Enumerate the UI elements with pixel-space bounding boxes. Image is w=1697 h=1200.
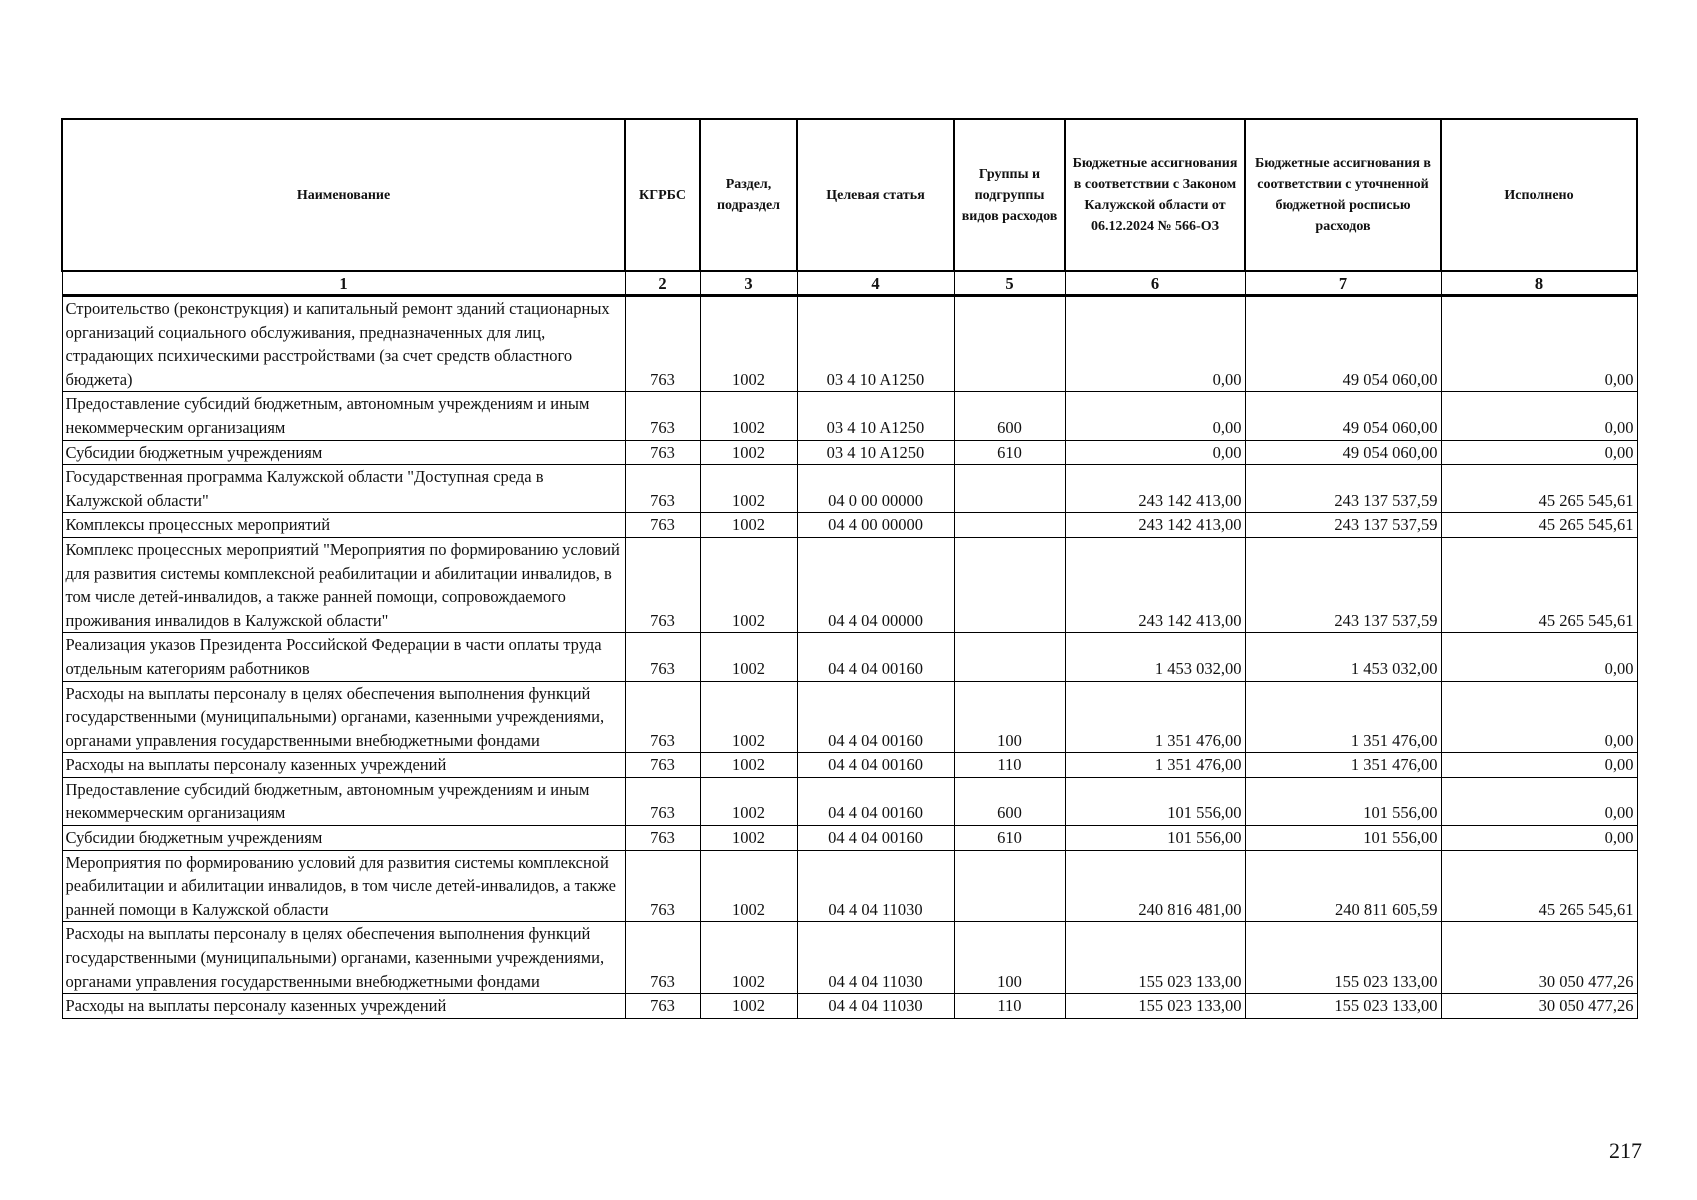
cell-refined: 155 023 133,00 <box>1245 922 1441 994</box>
column-number: 5 <box>954 271 1065 296</box>
cell-group: 110 <box>954 994 1065 1019</box>
cell-target: 04 4 04 11030 <box>797 994 954 1019</box>
cell-kgrbs: 763 <box>625 994 700 1019</box>
cell-group: 110 <box>954 753 1065 778</box>
cell-group <box>954 296 1065 392</box>
cell-executed: 45 265 545,61 <box>1441 513 1637 538</box>
cell-section: 1002 <box>700 681 797 753</box>
cell-name: Расходы на выплаты персоналу казенных учреждений <box>62 753 625 778</box>
table-row <box>62 994 1637 1019</box>
cell-target: 04 4 04 00000 <box>797 537 954 632</box>
page-number: 217 <box>1609 1138 1642 1163</box>
cell-group <box>954 465 1065 513</box>
cell-executed: 0,00 <box>1441 633 1637 681</box>
table-row <box>62 753 1637 778</box>
cell-law: 0,00 <box>1065 392 1245 440</box>
cell-executed: 45 265 545,61 <box>1441 537 1637 632</box>
table-body <box>62 296 1637 1019</box>
cell-kgrbs: 763 <box>625 440 700 465</box>
cell-name: Комплекс процессных мероприятий "Мероприятия по формированию условий для развития системы комплексной реабилитации и абилитации инвалидов, в том числе детей-инвалидов, а также ранней помощи, сопровождаемого проживания инвалидов в Калужской области" <box>62 537 625 632</box>
header-executed: Исполнено <box>1441 119 1637 271</box>
cell-name: Субсидии бюджетным учреждениям <box>62 826 625 851</box>
column-number-row <box>62 271 1637 296</box>
cell-law: 101 556,00 <box>1065 826 1245 851</box>
cell-target: 04 4 04 00160 <box>797 777 954 825</box>
cell-law: 155 023 133,00 <box>1065 994 1245 1019</box>
header-groups: Группы и подгруппы видов расходов <box>954 119 1065 271</box>
cell-name: Строительство (реконструкция) и капитальный ремонт зданий стационарных организаций социального обслуживания, предназначенных для лиц, страдающих психическими расстройствами (за счет средств областного бюджета) <box>62 296 625 392</box>
cell-refined: 49 054 060,00 <box>1245 392 1441 440</box>
cell-refined: 243 137 537,59 <box>1245 513 1441 538</box>
cell-target: 04 4 04 11030 <box>797 922 954 994</box>
cell-refined: 155 023 133,00 <box>1245 994 1441 1019</box>
cell-law: 0,00 <box>1065 296 1245 392</box>
cell-target: 04 4 04 00160 <box>797 753 954 778</box>
table-row <box>62 633 1637 681</box>
cell-executed: 0,00 <box>1441 826 1637 851</box>
cell-group: 610 <box>954 440 1065 465</box>
cell-name: Реализация указов Президента Российской Федерации в части оплаты труда отдельным категориям работников <box>62 633 625 681</box>
cell-executed: 0,00 <box>1441 681 1637 753</box>
cell-law: 243 142 413,00 <box>1065 513 1245 538</box>
cell-name: Субсидии бюджетным учреждениям <box>62 440 625 465</box>
header-name: Наименование <box>62 119 625 271</box>
cell-section: 1002 <box>700 440 797 465</box>
cell-section: 1002 <box>700 296 797 392</box>
header-law: Бюджетные ассигнования в соответствии с Законом Калужской области от 06.12.2024 № 566-ОЗ <box>1065 119 1245 271</box>
table-row <box>62 826 1637 851</box>
cell-executed: 0,00 <box>1441 392 1637 440</box>
cell-target: 04 4 04 00160 <box>797 826 954 851</box>
cell-executed: 30 050 477,26 <box>1441 994 1637 1019</box>
cell-law: 1 453 032,00 <box>1065 633 1245 681</box>
cell-name: Предоставление субсидий бюджетным, автономным учреждениям и иным некоммерческим организациям <box>62 392 625 440</box>
cell-section: 1002 <box>700 922 797 994</box>
column-number: 1 <box>62 271 625 296</box>
cell-kgrbs: 763 <box>625 777 700 825</box>
cell-refined: 240 811 605,59 <box>1245 850 1441 922</box>
cell-law: 240 816 481,00 <box>1065 850 1245 922</box>
cell-section: 1002 <box>700 777 797 825</box>
cell-kgrbs: 763 <box>625 826 700 851</box>
cell-kgrbs: 763 <box>625 922 700 994</box>
cell-refined: 49 054 060,00 <box>1245 296 1441 392</box>
cell-section: 1002 <box>700 753 797 778</box>
cell-executed: 0,00 <box>1441 777 1637 825</box>
cell-section: 1002 <box>700 633 797 681</box>
header-target: Целевая статья <box>797 119 954 271</box>
header-kgrbs: КГРБС <box>625 119 700 271</box>
header-row <box>62 119 1637 271</box>
cell-target: 04 4 00 00000 <box>797 513 954 538</box>
cell-executed: 45 265 545,61 <box>1441 465 1637 513</box>
cell-section: 1002 <box>700 537 797 632</box>
cell-kgrbs: 763 <box>625 633 700 681</box>
column-number: 6 <box>1065 271 1245 296</box>
cell-kgrbs: 763 <box>625 392 700 440</box>
cell-name: Расходы на выплаты персоналу в целях обеспечения выполнения функций государственными (муниципальными) органами, казенными учреждениями, органами управления государственными внебюджетными фондами <box>62 922 625 994</box>
cell-name: Государственная программа Калужской области "Доступная среда в Калужской области" <box>62 465 625 513</box>
cell-kgrbs: 763 <box>625 753 700 778</box>
cell-refined: 243 137 537,59 <box>1245 537 1441 632</box>
cell-name: Предоставление субсидий бюджетным, автономным учреждениям и иным некоммерческим организациям <box>62 777 625 825</box>
cell-law: 0,00 <box>1065 440 1245 465</box>
cell-law: 1 351 476,00 <box>1065 681 1245 753</box>
cell-refined: 1 351 476,00 <box>1245 753 1441 778</box>
cell-target: 03 4 10 A1250 <box>797 392 954 440</box>
cell-kgrbs: 763 <box>625 537 700 632</box>
header-section: Раздел, подраздел <box>700 119 797 271</box>
cell-target: 04 4 04 00160 <box>797 633 954 681</box>
cell-kgrbs: 763 <box>625 850 700 922</box>
column-number: 8 <box>1441 271 1637 296</box>
cell-law: 243 142 413,00 <box>1065 465 1245 513</box>
cell-kgrbs: 763 <box>625 513 700 538</box>
cell-section: 1002 <box>700 513 797 538</box>
cell-target: 03 4 10 A1250 <box>797 440 954 465</box>
cell-group: 610 <box>954 826 1065 851</box>
cell-section: 1002 <box>700 994 797 1019</box>
table-row <box>62 850 1637 922</box>
cell-name: Мероприятия по формированию условий для развития системы комплексной реабилитации и абилитации инвалидов, в том числе детей-инвалидов, а также ранней помощи в Калужской области <box>62 850 625 922</box>
cell-group <box>954 633 1065 681</box>
cell-name: Расходы на выплаты персоналу в целях обеспечения выполнения функций государственными (муниципальными) органами, казенными учреждениями, органами управления государственными внебюджетными фондами <box>62 681 625 753</box>
cell-group <box>954 513 1065 538</box>
cell-kgrbs: 763 <box>625 296 700 392</box>
cell-section: 1002 <box>700 392 797 440</box>
column-number: 3 <box>700 271 797 296</box>
cell-law: 101 556,00 <box>1065 777 1245 825</box>
cell-section: 1002 <box>700 850 797 922</box>
cell-group <box>954 537 1065 632</box>
cell-name: Комплексы процессных мероприятий <box>62 513 625 538</box>
cell-executed: 30 050 477,26 <box>1441 922 1637 994</box>
cell-section: 1002 <box>700 826 797 851</box>
cell-refined: 49 054 060,00 <box>1245 440 1441 465</box>
budget-table <box>61 118 1638 1019</box>
table-row <box>62 777 1637 825</box>
column-number: 2 <box>625 271 700 296</box>
cell-refined: 1 351 476,00 <box>1245 681 1441 753</box>
cell-executed: 45 265 545,61 <box>1441 850 1637 922</box>
table-row <box>62 296 1637 392</box>
cell-law: 243 142 413,00 <box>1065 537 1245 632</box>
cell-group: 100 <box>954 681 1065 753</box>
table-row <box>62 537 1637 632</box>
cell-executed: 0,00 <box>1441 440 1637 465</box>
cell-kgrbs: 763 <box>625 465 700 513</box>
cell-refined: 101 556,00 <box>1245 826 1441 851</box>
cell-target: 04 0 00 00000 <box>797 465 954 513</box>
cell-group <box>954 850 1065 922</box>
table-row <box>62 440 1637 465</box>
cell-law: 1 351 476,00 <box>1065 753 1245 778</box>
table-row <box>62 513 1637 538</box>
cell-executed: 0,00 <box>1441 753 1637 778</box>
cell-law: 155 023 133,00 <box>1065 922 1245 994</box>
cell-target: 04 4 04 11030 <box>797 850 954 922</box>
column-number: 7 <box>1245 271 1441 296</box>
table-row <box>62 681 1637 753</box>
cell-refined: 1 453 032,00 <box>1245 633 1441 681</box>
column-number: 4 <box>797 271 954 296</box>
cell-executed: 0,00 <box>1441 296 1637 392</box>
cell-name: Расходы на выплаты персоналу казенных учреждений <box>62 994 625 1019</box>
table-row <box>62 465 1637 513</box>
cell-kgrbs: 763 <box>625 681 700 753</box>
header-refined: Бюджетные ассигнования в соответствии с уточненной бюджетной росписью расходов <box>1245 119 1441 271</box>
cell-refined: 243 137 537,59 <box>1245 465 1441 513</box>
cell-section: 1002 <box>700 465 797 513</box>
cell-group: 100 <box>954 922 1065 994</box>
table-row <box>62 392 1637 440</box>
cell-target: 04 4 04 00160 <box>797 681 954 753</box>
cell-group: 600 <box>954 392 1065 440</box>
cell-group: 600 <box>954 777 1065 825</box>
table-row <box>62 922 1637 994</box>
cell-target: 03 4 10 A1250 <box>797 296 954 392</box>
cell-refined: 101 556,00 <box>1245 777 1441 825</box>
